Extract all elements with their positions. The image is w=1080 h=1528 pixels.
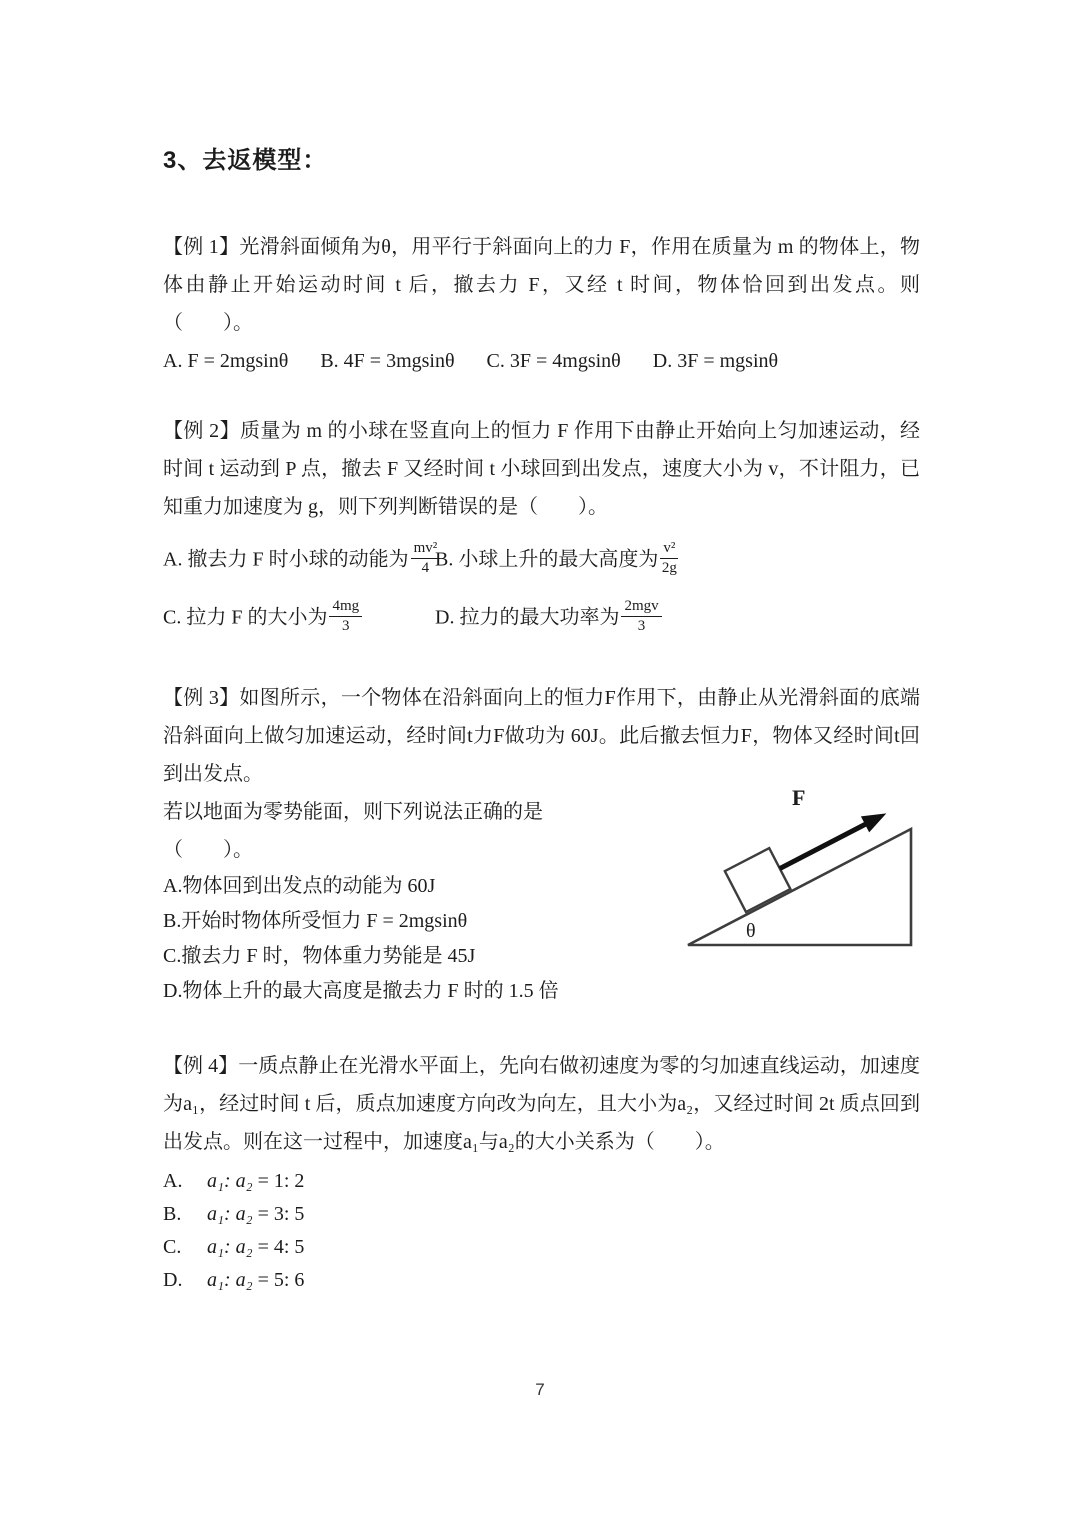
force-arrow-head <box>861 805 891 832</box>
option-a-vars: a₁: a₂ <box>207 1170 253 1192</box>
option-c-label: C. <box>163 1236 182 1258</box>
fraction-denominator: 3 <box>637 617 646 634</box>
fraction-denominator: 2g <box>661 560 677 577</box>
problem-4-statement: 【例 4】一质点静止在光滑水平面上，先向右做初速度为零的匀加速直线运动，加速度为a₁，经过时间 t 后，质点加速度方向改为向左，且大小为a₂，又经过时间 2t 质点回到出发点。则在这一过程中，加速度a₁与a₂的大小关系为（ ）。 <box>163 1055 920 1153</box>
option-b-vars: a₁: a₂ <box>207 1203 253 1225</box>
option-d: D. 3F = mgsinθ <box>652 350 779 372</box>
option-a <box>163 1165 920 1198</box>
option-d-vars: a₁: a₂ <box>207 1269 253 1291</box>
option-d-text: D. 拉力的最大功率为 <box>435 605 620 628</box>
option-d-label: D. <box>163 1269 183 1291</box>
incline-diagram-svg <box>680 777 920 955</box>
option-b-text: B. 小球上升的最大高度为 <box>435 548 659 571</box>
option-b-label: B. <box>163 1203 182 1225</box>
problem-example-4 <box>163 1047 920 1297</box>
option-c <box>163 1231 920 1264</box>
option-d-ratio: = 5: 6 <box>257 1269 305 1291</box>
option-c-vars: a₁: a₂ <box>207 1236 253 1258</box>
option-b <box>435 542 920 580</box>
incline-triangle <box>688 829 911 945</box>
problem-example-2 <box>163 412 920 637</box>
option-c: C.撤去力 F 时，物体重力势能是 45J <box>163 945 476 967</box>
option-b: B.开始时物体所受恒力 F = 2mgsinθ <box>163 910 468 932</box>
problem-2-options <box>163 542 920 637</box>
option-d <box>163 1264 920 1297</box>
problem-3-statement-continued: 若以地面为零势能面，则下列说法正确的是（ ）。 <box>163 801 543 861</box>
problem-2-statement: 【例 2】质量为 m 的小球在竖直向上的恒力 F 作用下由静止开始向上匀加速运动，经时间 t 运动到 P 点，撤去 F 又经时间 t 小球回到出发点，速度大小为 v，不计阻力，已知重力加速度为 g，则下列判断错误的是（ ）。 <box>163 420 920 518</box>
angle-label: θ <box>746 920 756 942</box>
option-d <box>435 597 920 638</box>
fraction <box>329 598 362 636</box>
problem-3-statement: 【例 3】如图所示，一个物体在沿斜面向上的恒力F作用下，由静止从光滑斜面的底端沿斜面向上做匀加速运动，经时间t力F做功为 60J。此后撤去恒力F，物体又经时间t回到出发点。 <box>163 687 920 785</box>
problem-example-3 <box>163 679 920 1009</box>
option-b <box>163 1198 920 1231</box>
problem-1-statement: 【例 1】光滑斜面倾角为θ，用平行于斜面向上的力 F，作用在质量为 m 的物体上，物体由静止开始运动时间 t 后，撤去力 F，又经 t 时间，物体恰回到出发点。则（ ）。 <box>163 236 920 334</box>
option-a <box>163 540 438 580</box>
option-d: D.物体上升的最大高度是撤去力 F 时的 1.5 倍 <box>163 980 559 1002</box>
option-a: A. F = 2mgsinθ <box>163 350 289 372</box>
page-number: 7 <box>535 1380 545 1399</box>
option-a-ratio: = 1: 2 <box>257 1170 305 1192</box>
problem-3-lower-block <box>163 785 920 1009</box>
fraction-numerator: v² <box>660 540 678 559</box>
option-c-text: C. 拉力 F 的大小为 <box>163 605 328 628</box>
option-c-ratio: = 4: 5 <box>257 1236 305 1258</box>
fraction <box>660 540 678 578</box>
force-label: F <box>792 785 806 810</box>
fraction-denominator: 4 <box>421 560 430 577</box>
problem-3-options <box>163 869 631 1009</box>
incline-diagram <box>680 777 920 968</box>
fraction-numerator: 2mgv <box>621 598 661 617</box>
fraction-denominator: 3 <box>342 617 350 634</box>
option-c: C. 3F = 4mgsinθ <box>486 350 621 372</box>
option-a: A.物体回到出发点的动能为 60J <box>163 875 436 897</box>
option-b-ratio: = 3: 5 <box>257 1203 305 1225</box>
page-content <box>163 0 920 1297</box>
fraction <box>621 598 661 636</box>
option-c <box>163 597 435 638</box>
option-b: B. 4F = 3mgsinθ <box>320 350 455 372</box>
problem-example-1 <box>163 228 920 380</box>
section-title: 3、去返模型： <box>163 147 328 174</box>
option-a-text: A. 撤去力 F 时小球的动能为 <box>163 548 409 571</box>
option-a-label: A. <box>163 1170 183 1192</box>
problem-1-options <box>163 342 920 380</box>
fraction-numerator: mv² <box>411 540 441 559</box>
problem-3-left-column <box>163 793 631 1009</box>
problem-4-options <box>163 1165 920 1297</box>
fraction <box>411 540 441 578</box>
fraction-numerator: 4mg <box>329 598 362 617</box>
